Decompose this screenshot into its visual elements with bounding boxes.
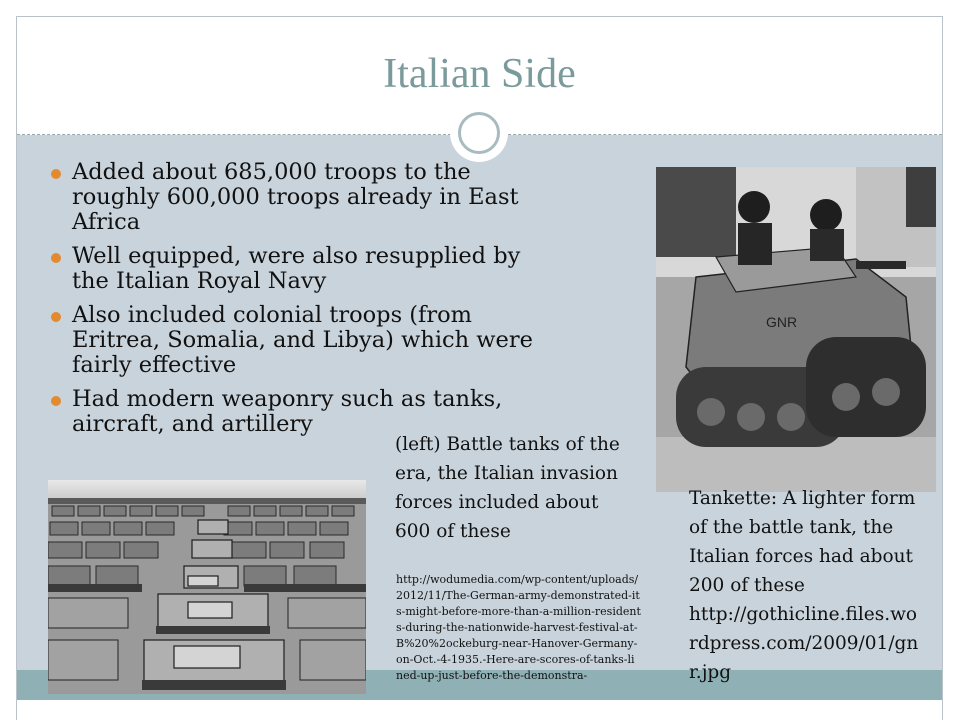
- bullet-dot-icon: [51, 169, 61, 179]
- bullet-dot-icon: [51, 253, 61, 263]
- bullet-item: Well equipped, were also resupplied by the Italian Royal Navy: [48, 244, 548, 294]
- battle-tanks-photo: [48, 480, 366, 694]
- left-photo-source-url: http://wodumedia.com/wp-content/uploads/2012/11/The-German-army-demonstrated-its-might-before-more-than-a-million-residents-during-the-nationwide-harvest-festival-at-B%20%2ockeburg-near-Hanover-Germany-on-Oct.-4-1935.-Here-are-scores-of-tanks-lined-up-just-before-the-demonstra-: [396, 573, 641, 682]
- bullet-item: Had modern weaponry such as tanks, aircraft, and artillery: [48, 387, 548, 437]
- right-photo-caption: Tankette: A lighter form of the battle tank, the Italian forces had about 200 of these http://gothicline.files.wordpress.com/2009/01/gnr.jpg: [689, 488, 919, 683]
- slide-title: Italian Side: [383, 51, 576, 97]
- bullet-list: [48, 160, 548, 446]
- tankette-photo: [656, 167, 936, 492]
- bullet-dot-icon: [51, 312, 61, 322]
- circle-ornament-icon: [450, 104, 508, 162]
- bullet-item: Also included colonial troops (from Eritrea, Somalia, and Libya) which were fairly effective: [48, 303, 548, 378]
- bullet-dot-icon: [51, 396, 61, 406]
- bullet-item: Added about 685,000 troops to the roughly 600,000 troops already in East Africa: [48, 160, 548, 235]
- svg-text:GNR: GNR: [766, 314, 798, 330]
- left-photo-caption: (left) Battle tanks of the era, the Italian invasion forces included about 600 of these: [395, 434, 620, 542]
